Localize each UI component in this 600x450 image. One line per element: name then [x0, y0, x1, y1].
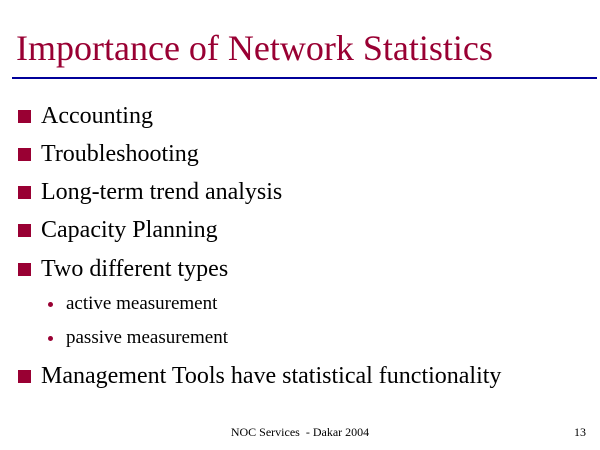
bullet-text: Troubleshooting: [41, 141, 199, 167]
square-bullet-icon: [18, 186, 31, 199]
bullet-item-capacity-planning: [18, 216, 218, 244]
square-bullet-icon: [18, 110, 31, 123]
square-bullet-icon: [18, 263, 31, 276]
sub-bullet-passive-measurement: [48, 326, 228, 350]
dot-bullet-icon: [48, 336, 53, 341]
bullet-text: Long-term trend analysis: [41, 179, 283, 205]
page-number: 13: [574, 425, 586, 439]
bullet-item-long-term-trend-analysis: [18, 178, 282, 206]
square-bullet-icon: [18, 148, 31, 161]
bullet-text: Two different types: [41, 256, 229, 282]
bullet-text: Management Tools have statistical functionality: [41, 363, 502, 389]
dot-bullet-icon: [48, 302, 53, 307]
square-bullet-icon: [18, 370, 31, 383]
sub-bullet-active-measurement: [48, 292, 217, 316]
bullet-item-accounting: [18, 102, 153, 130]
slide-title: Importance of Network Statistics: [16, 28, 493, 68]
square-bullet-icon: [18, 224, 31, 237]
bullet-item-management-tools: [18, 362, 501, 390]
bullet-text: Capacity Planning: [41, 217, 218, 243]
title-divider: [12, 77, 597, 79]
sub-bullet-text: passive measurement: [66, 327, 228, 348]
bullet-item-troubleshooting: [18, 140, 199, 168]
bullet-text: Accounting: [41, 103, 153, 129]
slide-footer: NOC Services - Dakar 2004: [230, 425, 370, 439]
sub-bullet-text: active measurement: [66, 293, 218, 314]
bullet-item-two-different-types: [18, 255, 228, 283]
